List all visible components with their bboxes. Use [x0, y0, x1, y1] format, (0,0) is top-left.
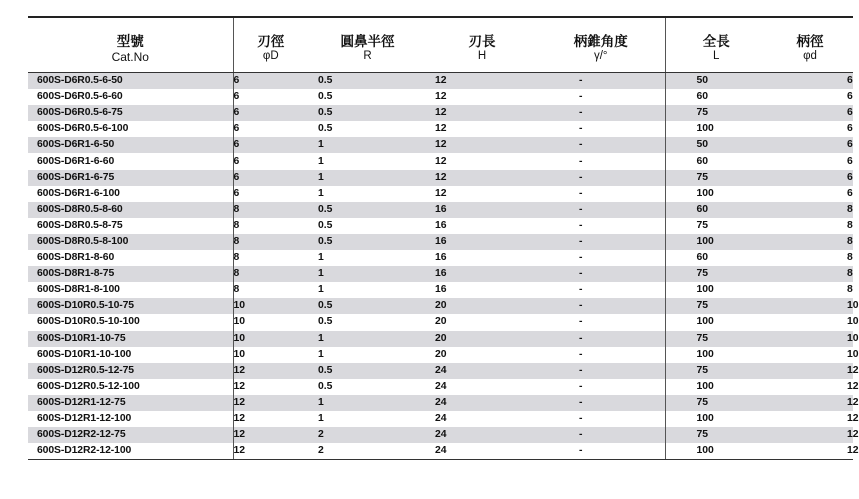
- cell-length: 24: [435, 380, 447, 392]
- table-header: [28, 18, 853, 73]
- cell-length: 12: [435, 155, 447, 167]
- cell-length: 12: [427, 73, 537, 90]
- cell-shank-diameter: 6: [847, 187, 853, 199]
- table-row: [28, 89, 853, 105]
- header-overall-length: L: [665, 50, 767, 73]
- cell-shank-diameter: 12: [767, 363, 853, 379]
- cell-radius: 1: [308, 266, 427, 282]
- cell-diameter: 6: [233, 91, 240, 103]
- header-diameter-zh: 刃徑: [257, 34, 285, 50]
- cell-radius: 0.5: [308, 73, 427, 90]
- table-row: [28, 170, 853, 186]
- cell-angle: -: [537, 170, 665, 186]
- cell-overall-length: 75: [665, 298, 767, 314]
- cell-radius: 2: [308, 427, 427, 443]
- cell-overall-length: 50: [665, 73, 767, 90]
- cell-radius: 1: [318, 413, 324, 425]
- cell-catno: 600S-D6R1-6-75: [28, 170, 233, 186]
- cell-angle: -: [537, 411, 665, 427]
- cell-radius: 1: [318, 187, 324, 199]
- cell-radius: 1: [318, 252, 324, 264]
- cell-angle: -: [537, 282, 665, 298]
- cell-angle: -: [537, 250, 665, 266]
- cell-radius: 0.5: [308, 298, 427, 314]
- cell-catno: 600S-D10R0.5-10-75: [28, 298, 233, 314]
- cell-angle: -: [537, 379, 665, 395]
- cell-overall-length: 75: [696, 219, 709, 231]
- header-row-sub: [28, 50, 853, 73]
- cell-angle: -: [537, 105, 665, 121]
- cell-overall-length: 50: [665, 137, 767, 153]
- table-row: [28, 379, 853, 395]
- cell-diameter: 6: [233, 137, 308, 153]
- cell-overall-length: 60: [696, 91, 709, 103]
- cell-angle: -: [537, 202, 665, 218]
- header-length: H: [427, 50, 537, 73]
- cell-shank-diameter: 6: [847, 91, 853, 103]
- cell-angle: -: [537, 395, 665, 411]
- cell-length: 24: [427, 443, 537, 460]
- cell-angle: -: [537, 347, 665, 363]
- cell-overall-length: 100: [696, 284, 714, 296]
- cell-length: 16: [427, 234, 537, 250]
- cell-diameter: 12: [233, 427, 308, 443]
- header-shank-diameter: φd: [767, 50, 853, 73]
- cell-angle: -: [537, 266, 665, 282]
- cell-overall-length: 60: [696, 155, 709, 167]
- table-row: [28, 282, 853, 298]
- cell-overall-length: 100: [696, 316, 714, 328]
- cell-angle: -: [537, 363, 665, 379]
- cell-shank-diameter: 6: [767, 73, 853, 90]
- cell-length: 24: [427, 363, 537, 379]
- cell-catno: 600S-D8R0.5-8-60: [28, 202, 233, 218]
- cell-catno: 600S-D6R0.5-6-75: [28, 105, 233, 121]
- cell-angle: -: [537, 153, 665, 169]
- cell-length: 20: [435, 348, 447, 360]
- cell-radius: 2: [308, 443, 427, 460]
- spec-table: [28, 18, 859, 460]
- cell-angle: -: [537, 218, 665, 234]
- cell-shank-diameter: 12: [847, 380, 859, 392]
- cell-catno: 600S-D8R1-8-100: [28, 282, 233, 298]
- table-row: [28, 234, 853, 250]
- table-row: [28, 73, 853, 90]
- cell-angle: -: [537, 121, 665, 137]
- cell-radius: 1: [318, 348, 324, 360]
- cell-shank-diameter: 10: [767, 298, 853, 314]
- cell-radius: 0.5: [308, 105, 427, 121]
- cell-length: 20: [435, 316, 447, 328]
- cell-catno: 600S-D12R0.5-12-75: [28, 363, 233, 379]
- table-row: [28, 121, 853, 137]
- cell-shank-diameter: 10: [847, 348, 859, 360]
- cell-catno: 600S-D6R0.5-6-100: [28, 121, 233, 137]
- cell-shank-diameter: 12: [767, 427, 853, 443]
- cell-diameter: 6: [233, 187, 240, 199]
- cell-length: 20: [427, 298, 537, 314]
- cell-overall-length: 75: [665, 427, 767, 443]
- cell-angle: -: [537, 186, 665, 202]
- cell-length: 12: [427, 170, 537, 186]
- cell-angle: -: [537, 234, 665, 250]
- cell-length: 12: [435, 187, 447, 199]
- cell-overall-length: 75: [665, 266, 767, 282]
- table-row: [28, 443, 853, 460]
- cell-diameter: 10: [233, 331, 308, 347]
- cell-radius: 0.5: [308, 202, 427, 218]
- cell-angle: -: [537, 443, 665, 460]
- cell-angle: -: [537, 89, 665, 105]
- header-shank-diameter-zh: 柄徑: [796, 34, 824, 50]
- cell-angle: -: [537, 314, 665, 330]
- cell-overall-length: 100: [696, 348, 714, 360]
- table-row: [28, 266, 853, 282]
- cell-radius: 0.5: [318, 123, 333, 135]
- cell-catno: 600S-D12R2-12-100: [28, 443, 233, 460]
- cell-catno: 600S-D6R0.5-6-60: [28, 89, 233, 105]
- cell-radius: 0.5: [308, 234, 427, 250]
- table-row: [28, 186, 853, 202]
- cell-diameter: 10: [233, 316, 246, 328]
- cell-overall-length: 75: [665, 331, 767, 347]
- cell-catno: 600S-D8R1-8-60: [28, 250, 233, 266]
- table-row: [28, 202, 853, 218]
- cell-shank-diameter: 10: [847, 316, 859, 328]
- cell-diameter: 8: [233, 202, 308, 218]
- table-row: [28, 395, 853, 411]
- cell-overall-length: 75: [665, 363, 767, 379]
- cell-length: 20: [427, 331, 537, 347]
- table-row: [28, 105, 853, 121]
- cell-catno: 600S-D8R1-8-75: [28, 266, 233, 282]
- cell-diameter: 10: [233, 348, 246, 360]
- cell-catno: 600S-D10R0.5-10-100: [28, 314, 233, 330]
- cell-shank-diameter: 8: [767, 202, 853, 218]
- cell-radius: 1: [308, 331, 427, 347]
- cell-overall-length: 100: [696, 123, 714, 135]
- cell-length: 24: [435, 413, 447, 425]
- cell-catno: 600S-D6R0.5-6-50: [28, 73, 233, 90]
- cell-catno: 600S-D8R0.5-8-100: [28, 234, 233, 250]
- cell-catno: 600S-D8R0.5-8-75: [28, 218, 233, 234]
- cell-shank-diameter: 8: [767, 266, 853, 282]
- cell-length: 24: [427, 395, 537, 411]
- header-catno: Cat.No: [28, 50, 233, 73]
- cell-length: 12: [435, 123, 447, 135]
- cell-diameter: 8: [233, 266, 308, 282]
- header-radius-zh: 圓鼻半徑: [340, 34, 395, 50]
- cell-catno: 600S-D10R1-10-100: [28, 347, 233, 363]
- cell-radius: 1: [308, 137, 427, 153]
- cell-overall-length: 100: [665, 443, 767, 460]
- cell-diameter: 6: [233, 73, 308, 90]
- cell-radius: 1: [308, 395, 427, 411]
- cell-overall-length: 100: [696, 380, 714, 392]
- cell-overall-length: 100: [696, 187, 714, 199]
- cell-radius: 0.5: [318, 316, 333, 328]
- cell-shank-diameter: 6: [767, 137, 853, 153]
- cell-radius: 0.5: [308, 363, 427, 379]
- cell-catno: 600S-D12R2-12-75: [28, 427, 233, 443]
- cell-diameter: 8: [233, 252, 240, 264]
- cell-shank-diameter: 12: [847, 413, 859, 425]
- cell-diameter: 12: [233, 395, 308, 411]
- cell-length: 16: [427, 266, 537, 282]
- header-angle: γ/°: [537, 50, 665, 73]
- cell-diameter: 8: [233, 219, 240, 231]
- table-row: [28, 411, 853, 427]
- table-row: [28, 250, 853, 266]
- cell-catno: 600S-D12R1-12-75: [28, 395, 233, 411]
- cell-catno: 600S-D12R1-12-100: [28, 411, 233, 427]
- header-diameter: φD: [233, 50, 308, 73]
- cell-angle: -: [537, 73, 665, 90]
- cell-angle: -: [537, 137, 665, 153]
- cell-length: 16: [435, 252, 447, 264]
- cell-diameter: 12: [233, 380, 246, 392]
- cell-diameter: 6: [233, 105, 308, 121]
- cell-length: 16: [435, 284, 447, 296]
- table-row: [28, 298, 853, 314]
- cell-length: 16: [435, 219, 447, 231]
- cell-overall-length: 60: [665, 202, 767, 218]
- table-row: [28, 137, 853, 153]
- cell-radius: 1: [308, 170, 427, 186]
- table-row: [28, 427, 853, 443]
- cell-angle: -: [537, 427, 665, 443]
- cell-radius: 0.5: [318, 219, 333, 231]
- cell-overall-length: 75: [665, 395, 767, 411]
- cell-catno: 600S-D12R0.5-12-100: [28, 379, 233, 395]
- cell-diameter: 6: [233, 155, 240, 167]
- cell-catno: 600S-D6R1-6-60: [28, 153, 233, 169]
- table-row: [28, 314, 853, 330]
- header-length-zh: 刃長: [468, 34, 496, 50]
- cell-overall-length: 75: [665, 105, 767, 121]
- cell-diameter: 8: [233, 234, 308, 250]
- cell-shank-diameter: 8: [847, 252, 853, 264]
- cell-shank-diameter: 12: [767, 443, 853, 460]
- cell-overall-length: 100: [665, 234, 767, 250]
- cell-radius: 0.5: [318, 380, 333, 392]
- cell-shank-diameter: 6: [847, 123, 853, 135]
- cell-shank-diameter: 8: [847, 219, 853, 231]
- cell-length: 12: [435, 91, 447, 103]
- table-row: [28, 218, 853, 234]
- cell-angle: -: [537, 331, 665, 347]
- cell-shank-diameter: 10: [767, 331, 853, 347]
- cell-shank-diameter: 6: [767, 105, 853, 121]
- table-row: [28, 331, 853, 347]
- cell-radius: 0.5: [318, 91, 333, 103]
- cell-overall-length: 75: [665, 170, 767, 186]
- header-angle-zh: 柄錐角度: [537, 18, 665, 50]
- cell-overall-length: 60: [696, 252, 709, 264]
- table-row: [28, 153, 853, 169]
- cell-diameter: 12: [233, 413, 246, 425]
- cell-length: 12: [427, 137, 537, 153]
- cell-length: 12: [427, 105, 537, 121]
- cell-catno: 600S-D6R1-6-100: [28, 186, 233, 202]
- cell-shank-diameter: 8: [847, 284, 853, 296]
- header-radius: R: [308, 50, 427, 73]
- cell-diameter: 10: [233, 298, 308, 314]
- cell-shank-diameter: 12: [767, 395, 853, 411]
- cell-radius: 1: [318, 155, 324, 167]
- cell-shank-diameter: 6: [767, 170, 853, 186]
- cell-shank-diameter: 6: [847, 155, 853, 167]
- cell-catno: 600S-D6R1-6-50: [28, 137, 233, 153]
- cell-radius: 1: [318, 284, 324, 296]
- cell-diameter: 12: [233, 443, 308, 460]
- cell-overall-length: 100: [696, 413, 714, 425]
- table-row: [28, 363, 853, 379]
- header-row-zh: [28, 18, 853, 50]
- cell-diameter: 12: [233, 363, 308, 379]
- header-overall-length-zh: 全長: [702, 34, 730, 50]
- cell-diameter: 6: [233, 123, 240, 135]
- cell-length: 24: [427, 427, 537, 443]
- cell-length: 16: [427, 202, 537, 218]
- table-row: [28, 347, 853, 363]
- cell-diameter: 8: [233, 284, 240, 296]
- header-catno-zh: 型號: [28, 18, 233, 50]
- table-body: [28, 73, 859, 460]
- cell-angle: -: [537, 298, 665, 314]
- cell-diameter: 6: [233, 170, 308, 186]
- cell-shank-diameter: 8: [767, 234, 853, 250]
- cell-catno: 600S-D10R1-10-75: [28, 331, 233, 347]
